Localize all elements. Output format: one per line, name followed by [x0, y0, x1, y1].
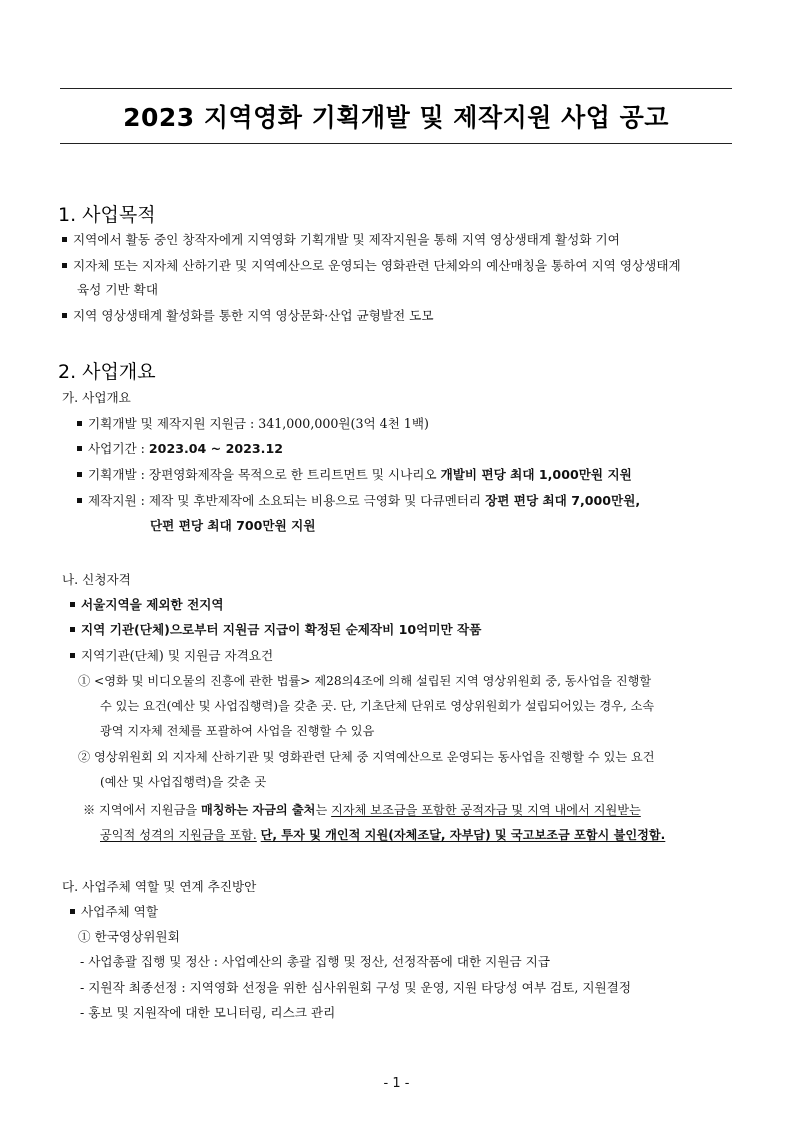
- list-item: 지자체 또는 지자체 산하기관 및 지역예산으로 운영되는 영화관련 단체와의 예산매칭을 통하여 지역 영상생태계: [62, 258, 681, 274]
- bullet-icon: [62, 263, 67, 268]
- title-underline: [60, 143, 732, 144]
- page-number: - 1 -: [383, 1076, 410, 1091]
- list-item: 지역기관(단체) 및 지원금 자격요건: [70, 648, 273, 664]
- list-item: 기획개발 및 제작지원 지원금 : 341,000,000원(3억 4천 1백): [77, 416, 429, 432]
- list-item: 사업기간 : 2023.04 ~ 2023.12: [77, 441, 283, 457]
- note-line: ※ 지역에서 지원금을 매칭하는 자금의 출처는 지자체 보조금을 포함한 공적자금 및 지역 내에서 지원받는: [83, 803, 641, 817]
- bullet-icon: [62, 237, 67, 242]
- bullet-icon: [62, 313, 67, 318]
- list-item-continued: 육성 기반 확대: [77, 282, 158, 297]
- section1-heading: 1. 사업목적: [58, 204, 156, 226]
- bullet-icon: [77, 472, 82, 477]
- list-item: 사업주체 역할: [70, 904, 158, 920]
- list-item: 지역에서 활동 중인 창작자에게 지역영화 기획개발 및 제작지원을 통해 지역 영상생태계 활성화 기여: [62, 232, 620, 248]
- bullet-icon: [70, 602, 75, 607]
- section2-heading: 2. 사업개요: [58, 361, 156, 383]
- top-rule: [60, 88, 732, 89]
- list-item: 기획개발 : 장편영화제작을 목적으로 한 트리트먼트 및 시나리오 개발비 편당 최대 1,000만원 지원: [77, 467, 632, 483]
- bullet-icon: [77, 421, 82, 426]
- bullet-icon: [70, 909, 75, 914]
- document-title: 2023 지역영화 기획개발 및 제작지원 사업 공고: [123, 103, 669, 132]
- list-item: 지역 기관(단체)으로부터 지원금 지급이 확정된 순제작비 10억미만 작품: [70, 622, 481, 638]
- list-item: 지역 영상생태계 활성화를 통한 지역 영상문화·산업 균형발전 도모: [62, 308, 434, 324]
- bullet-icon: [70, 627, 75, 632]
- subsection-na-label: 나. 신청자격: [62, 572, 131, 587]
- sub-item: ① 한국영상위원회: [78, 929, 180, 944]
- bullet-icon: [77, 446, 82, 451]
- criterion-1-line: 광역 지자체 전체를 포괄하여 사업을 진행할 수 있음: [100, 724, 375, 738]
- subsection-ga-label: 가. 사업개요: [62, 390, 131, 405]
- detail-item: - 지원작 최종선정 : 지역영화 선정을 위한 심사위원회 구성 및 운영, 지원 타당성 여부 검토, 지원결정: [80, 980, 632, 995]
- criterion-1-line: 수 있는 요건(예산 및 사업집행력)을 갖춘 곳. 단, 기초단체 단위로 영상위원회가 설립되어있는 경우, 소속: [100, 699, 655, 713]
- criterion-1-line: ① <영화 및 비디오물의 진흥에 관한 법률> 제28의4조에 의해 설립된 지역 영상위원회 중, 동사업을 진행할: [78, 674, 652, 688]
- detail-item: - 사업총괄 집행 및 정산 : 사업예산의 총괄 집행 및 정산, 선정작품에 대한 지원금 지급: [80, 954, 551, 969]
- detail-item: - 홍보 및 지원작에 대한 모니터링, 리스크 관리: [80, 1005, 336, 1020]
- bullet-icon: [70, 653, 75, 658]
- bullet-icon: [77, 498, 82, 503]
- list-item: 서울지역을 제외한 전지역: [70, 597, 224, 613]
- criterion-2-line: ② 영상위원회 외 지자체 산하기관 및 영화관련 단체 중 지역예산으로 운영되는 동사업을 진행할 수 있는 요건: [78, 750, 655, 764]
- list-item: 제작지원 : 제작 및 후반제작에 소요되는 비용으로 극영화 및 다큐멘터리 장편 편당 최대 7,000만원,: [77, 493, 640, 509]
- note-line: 공익적 성격의 지원금을 포함. 단, 투자 및 개인적 지원(자체조달, 자부담) 및 국고보조금 포함시 불인정함.: [100, 828, 666, 842]
- list-item-continued: 단편 편당 최대 700만원 지원: [150, 518, 316, 533]
- subsection-da-label: 다. 사업주체 역할 및 연계 추진방안: [62, 879, 257, 894]
- criterion-2-line: (예산 및 사업집행력)을 갖춘 곳: [100, 775, 267, 789]
